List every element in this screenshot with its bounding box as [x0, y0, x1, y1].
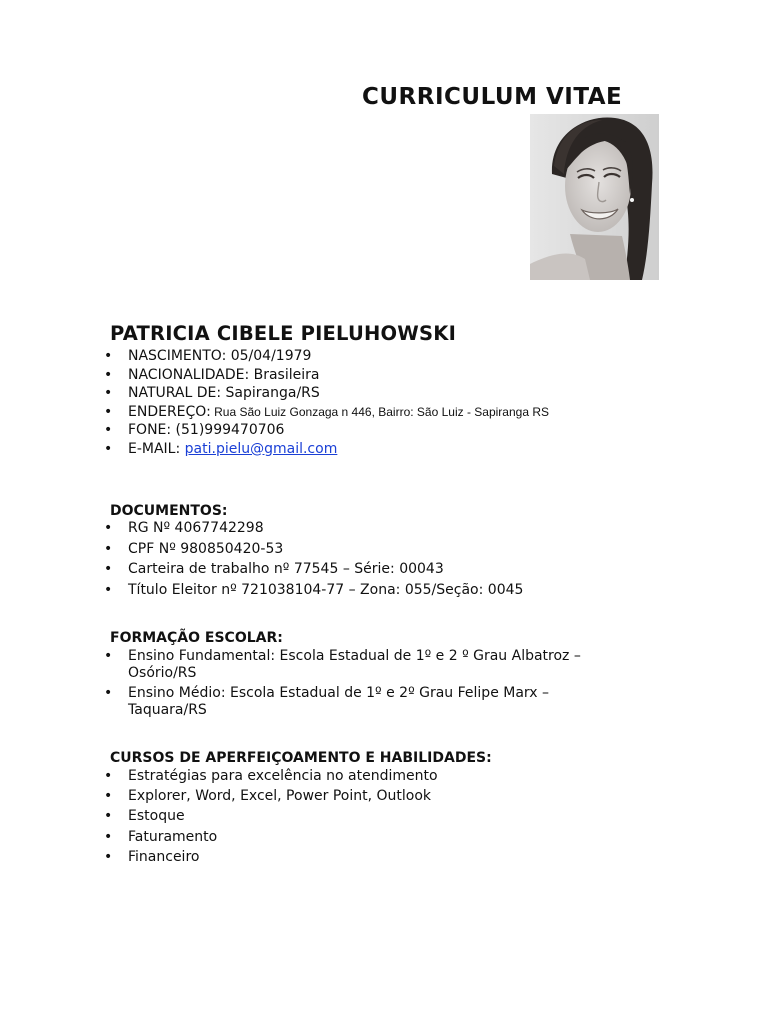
email-link[interactable]: pati.pielu@gmail.com: [184, 440, 338, 457]
documents-heading: DOCUMENTOS:: [110, 503, 228, 519]
email-label: E-MAIL:: [128, 440, 181, 457]
list-item: • CPF Nº 980850420-53: [0, 541, 640, 562]
list-item: • Ensino Médio: Escola Estadual de 1º e 2º Grau Felipe Marx – Taquara/RS: [0, 685, 615, 719]
list-item-address: [0, 404, 640, 423]
birth-value: 05/04/1979: [226, 348, 312, 364]
list-item: • Estratégias para excelência no atendimento: [0, 768, 640, 788]
origin-label: NATURAL DE:: [128, 385, 222, 401]
candidate-name: PATRICIA CIBELE PIELUHOWSKI: [110, 322, 457, 345]
document-title: CURRICULUM VITAE: [362, 84, 623, 110]
birth-label: NASCIMENTO:: [128, 348, 227, 364]
personal-info-list: [0, 348, 640, 459]
phone-value: (51)999470706: [171, 422, 285, 438]
courses-list: [0, 768, 640, 869]
list-item-nationality: [0, 367, 640, 386]
list-item: • Explorer, Word, Excel, Power Point, Outlook: [0, 788, 640, 808]
list-item-phone: [0, 422, 640, 441]
nationality-value: Brasileira: [249, 366, 320, 383]
education-list: [0, 648, 615, 719]
list-item: • Faturamento: [0, 829, 640, 849]
list-item: • Ensino Fundamental: Escola Estadual de 1º e 2 º Grau Albatroz – Osório/RS: [0, 648, 615, 682]
list-item: • Título Eleitor nº 721038104-77 – Zona: 055/Seção: 0045: [0, 582, 640, 603]
list-item: • Carteira de trabalho nº 77545 – Série: 00043: [0, 561, 640, 582]
list-item: • Estoque: [0, 808, 640, 828]
list-item-email: [0, 441, 640, 460]
list-item: • RG Nº 4067742298: [0, 520, 640, 541]
nationality-label: NACIONALIDADE:: [128, 366, 250, 383]
phone-label: FONE:: [128, 422, 172, 438]
courses-heading: CURSOS DE APERFEIÇOAMENTO E HABILIDADES:: [110, 750, 492, 766]
address-label: ENDEREÇO:: [128, 403, 211, 420]
list-item-birth: [0, 348, 640, 367]
address-value: Rua São Luiz Gonzaga n 446, Bairro: São Luiz - Sapiranga RS: [210, 404, 549, 419]
list-item: • Financeiro: [0, 849, 640, 869]
origin-value: Sapiranga/RS: [221, 385, 320, 401]
list-item-origin: [0, 385, 640, 404]
portrait-photo: [530, 114, 659, 280]
documents-list: [0, 520, 640, 602]
education-heading: FORMAÇÃO ESCOLAR:: [110, 630, 283, 646]
